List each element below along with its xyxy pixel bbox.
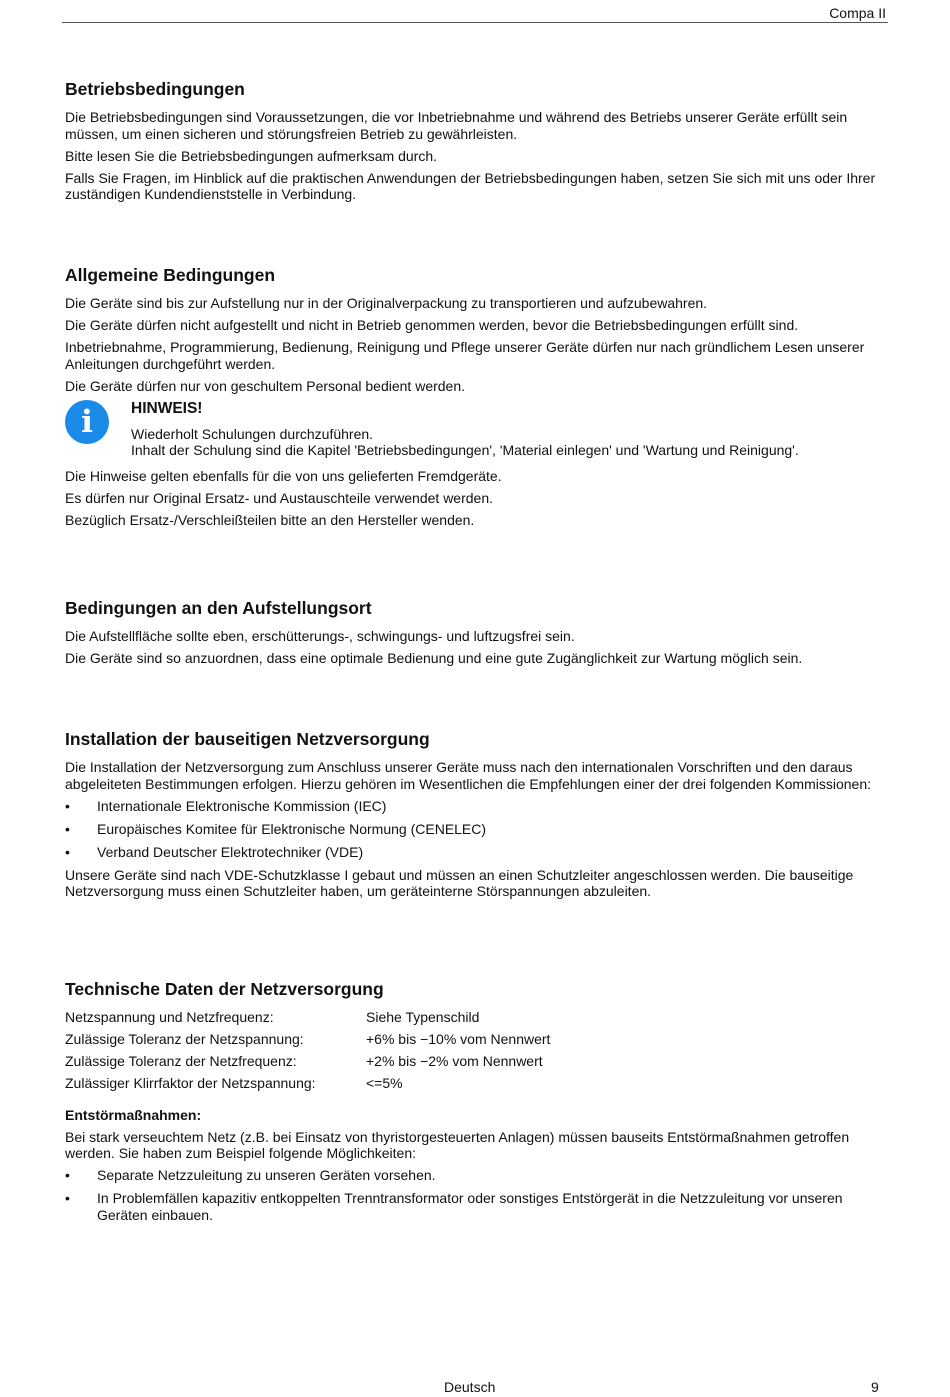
paragraph: Bitte lesen Sie die Betriebsbedingungen aufmerksam durch. <box>65 147 437 164</box>
paragraph: Die Geräte sind bis zur Aufstellung nur in der Originalverpackung zu transportieren und aufzubewahren. <box>65 295 708 311</box>
note-text: Inhalt der Schulung sind die Kapitel 'Betriebsbedingungen', 'Material einlegen' und 'Wartung und Reinigung'. <box>131 442 799 458</box>
table-row <box>65 1053 550 1075</box>
row-value: Siehe Typenschild <box>366 1009 480 1025</box>
section-allgemeine-bedingungen <box>65 265 887 534</box>
list-item: • Europäisches Komitee für Elektronische Normung (CENELEC) <box>65 821 887 838</box>
paragraph: Inbetriebnahme, Programmierung, Bedienung, Reinigung und Pflege unserer Geräte dürfen nur nach gründlichem Lesen unserer Anleitungen durchgeführt werden. <box>65 339 865 372</box>
list-item: • Separate Netzzuleitung zu unseren Geräten vorsehen. <box>65 1167 887 1184</box>
info-icon: i <box>65 400 109 444</box>
note-text: Wiederholt Schulungen durchzuführen. <box>131 425 374 442</box>
row-value: <=5% <box>366 1075 403 1091</box>
paragraph: Die Geräte dürfen nicht aufgestellt und nicht in Betrieb genommen werden, bevor die Betriebsbedingungen erfüllt sind. <box>65 317 799 333</box>
section-heading: Technische Daten der Netzversorgung <box>65 979 384 999</box>
tech-data-table <box>65 1009 550 1097</box>
paragraph: Falls Sie Fragen, im Hinblick auf die praktischen Anwendungen der Betriebsbedingungen haben, setzen Sie sich mit uns oder Ihrer zuständigen Kundendienststelle in Verbindung. <box>65 169 876 202</box>
row-value: +6% bis −10% vom Nennwert <box>366 1031 551 1047</box>
bullet-list <box>65 798 887 861</box>
page-number: 9 <box>871 1379 879 1395</box>
row-label: Netzspannung und Netzfrequenz: <box>65 1009 274 1025</box>
paragraph: Die Geräte sind so anzuordnen, dass eine optimale Bedienung und eine gute Zugänglichkeit zur Wartung möglich sein. <box>65 650 803 666</box>
paragraph: Bezüglich Ersatz-/Verschleißteilen bitte an den Hersteller wenden. <box>65 511 475 528</box>
list-item: • Verband Deutscher Elektrotechniker (VDE) <box>65 844 887 861</box>
list-item: • Internationale Elektronische Kommission (IEC) <box>65 798 887 815</box>
paragraph: Die Geräte dürfen nur von geschultem Personal bedient werden. <box>65 377 466 394</box>
paragraph: Es dürfen nur Original Ersatz- und Austauschteile verwendet werden. <box>65 489 494 506</box>
paragraph: Die Aufstellfläche sollte eben, erschütterungs-, schwingungs- und luftzugsfrei sein. <box>65 628 575 644</box>
table-row <box>65 1009 550 1031</box>
section-aufstellungsort <box>65 598 887 672</box>
row-value: +2% bis −2% vom Nennwert <box>366 1053 543 1069</box>
note-box <box>65 400 887 460</box>
section-heading: Allgemeine Bedingungen <box>65 265 276 285</box>
paragraph: Die Installation der Netzversorgung zum Anschluss unserer Geräte muss nach den internationalen Vorschriften und den daraus abgeleiteten Bestimmungen erfolgen. Hierzu gehören im Wesentlichen die Empfehlungen einer der drei folgenden Kommissionen: <box>65 759 871 792</box>
note-title: HINWEIS! <box>131 399 203 417</box>
bullet-list <box>65 1167 887 1223</box>
paragraph: Die Hinweise gelten ebenfalls für die von uns gelieferten Fremdgeräte. <box>65 467 502 484</box>
section-heading: Installation der bauseitigen Netzversorgung <box>65 729 430 749</box>
section-heading: Betriebsbedingungen <box>65 79 245 99</box>
paragraph: Die Betriebsbedingungen sind Voraussetzungen, die vor Inbetriebnahme und während des Betriebs unserer Geräte erfüllt sein müssen, um einen sicheren und störungsfreien Betrieb zu gewährleisten. <box>65 109 848 142</box>
section-technische-daten <box>65 979 887 1230</box>
row-label: Zulässiger Klirrfaktor der Netzspannung: <box>65 1075 316 1091</box>
subheading: Entstörmaßnahmen: <box>65 1107 202 1123</box>
paragraph: Unsere Geräte sind nach VDE-Schutzklasse I gebaut und müssen an einen Schutzleiter angeschlossen werden. Die bauseitige Netzversorgung muss einen Schutzleiter haben, um geräteinterne Störspannungen abzuleiten. <box>65 866 854 899</box>
table-row <box>65 1031 550 1053</box>
section-betriebsbedingungen <box>65 79 887 208</box>
section-installation-netzversorgung <box>65 729 887 905</box>
row-label: Zulässige Toleranz der Netzfrequenz: <box>65 1053 297 1069</box>
section-heading: Bedingungen an den Aufstellungsort <box>65 598 372 618</box>
list-item: • In Problemfällen kapazitiv entkoppelten Trenntransformator oder sonstiges Entstörgerät in die Netzzuleitung vor unseren Geräten einbauen. <box>65 1190 887 1223</box>
page-header <box>62 4 888 23</box>
row-label: Zulässige Toleranz der Netzspannung: <box>65 1031 304 1047</box>
paragraph: Bei stark verseuchtem Netz (z.B. bei Einsatz von thyristorgesteuerten Anlagen) müssen bauseits Entstörmaßnahmen getroffen werden. Sie haben zum Beispiel folgende Möglichkeiten: <box>65 1128 850 1161</box>
footer-language: Deutsch <box>444 1379 496 1395</box>
header-title: Compa II <box>829 5 886 21</box>
table-row <box>65 1075 550 1097</box>
